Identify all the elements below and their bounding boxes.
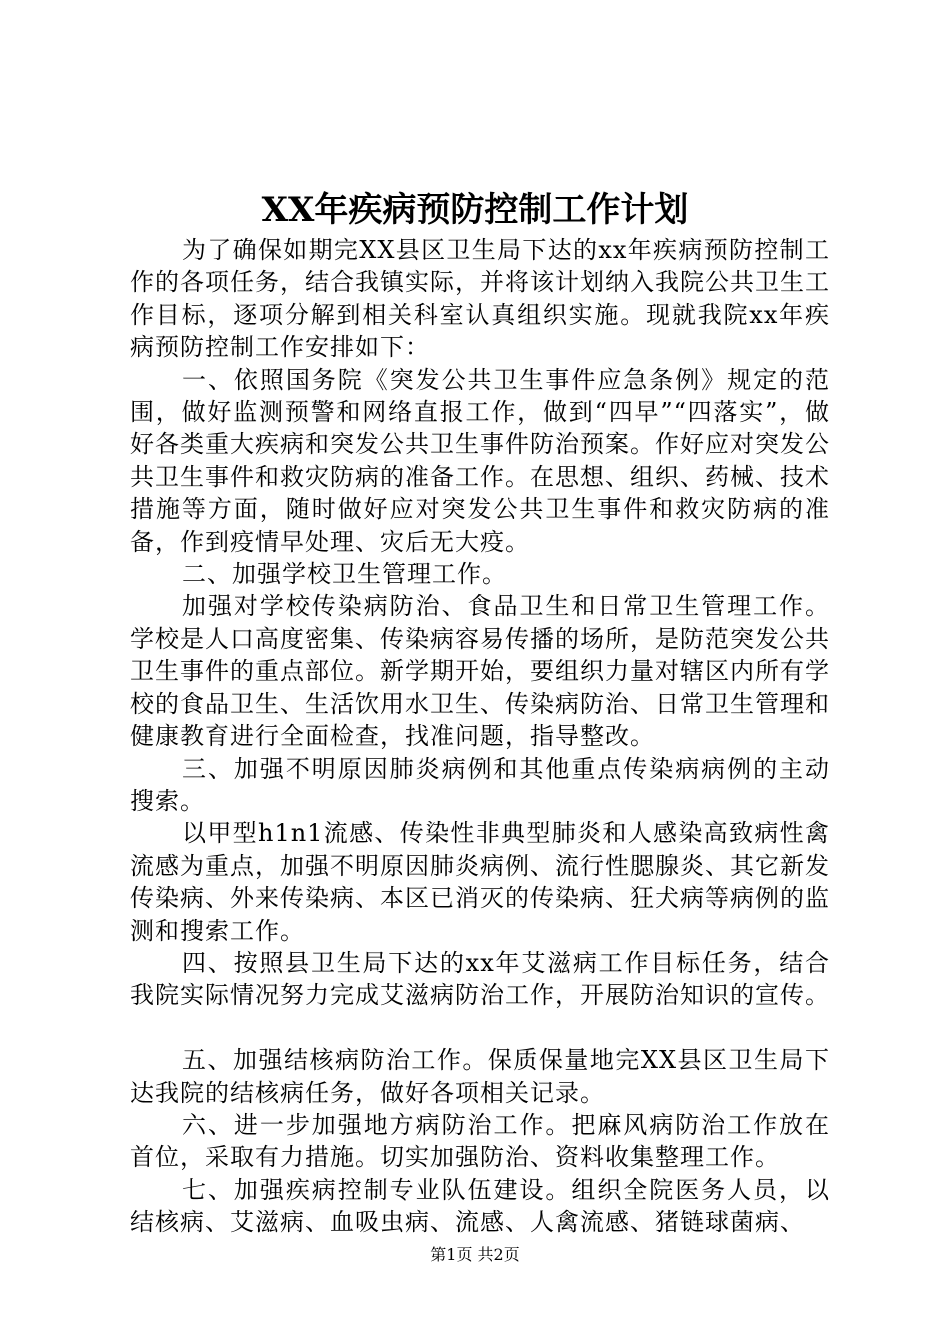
paragraph-item-5: 五、加强结核病防治工作。保质保量地完XX县区卫生局下达我院的结核病任务，做好各项相关记录。 — [130, 1046, 830, 1107]
document-body — [130, 234, 830, 1239]
paragraph-intro: 为了确保如期完XX县区卫生局下达的xx年疾病预防控制工作的各项任务，结合我镇实际，并将该计划纳入我院公共卫生工作目标，逐项分解到相关科室认真组织实施。现就我院xx年疾病预防控制工作安排如下： — [130, 236, 830, 362]
paragraph-item-3-heading: 三、加强不明原因肺炎病例和其他重点传染病病例的主动搜索。 — [130, 754, 830, 815]
paragraph-item-1: 一、依照国务院《突发公共卫生事件应急条例》规定的范围，做好监测预警和网络直报工作，做到“四早”“四落实”，做好各类重大疾病和突发公共卫生事件防治预案。作好应对突发公共卫生事件和救灾防病的准备工作。在思想、组织、药械、技术措施等方面，随时做好应对突发公共卫生事件和救灾防病的准备，作到疫情早处理、灾后无大疫。 — [130, 365, 830, 556]
paragraph-item-4: 四、按照县卫生局下达的xx年艾滋病工作目标任务，结合我院实际情况努力完成艾滋病防治工作，开展防治知识的宣传。 — [130, 948, 830, 1010]
paragraph-item-7: 七、加强疾病控制专业队伍建设。组织全院医务人员，以结核病、艾滋病、血吸虫病、流感、人禽流感、猪链球菌病、 — [130, 1175, 830, 1237]
paragraph-item-2-body: 加强对学校传染病防治、食品卫生和日常卫生管理工作。学校是人口高度密集、传染病容易传播的场所，是防范突发公共卫生事件的重点部位。新学期开始，要组织力量对辖区内所有学校的食品卫生、生活饮用水卫生、传染病防治、日常卫生管理和健康教育进行全面检查，找准问题，指导整改。 — [130, 592, 830, 751]
paragraph-item-3-body: 以甲型h1n1流感、传染性非典型肺炎和人感染高致病性禽流感为重点，加强不明原因肺炎病例、流行性腮腺炎、其它新发传染病、外来传染病、本区已消灭的传染病、狂犬病等病例的监测和搜索工作。 — [130, 819, 830, 945]
paragraph-item-6: 六、进一步加强地方病防治工作。把麻风病防治工作放在首位，采取有力措施。切实加强防治、资料收集整理工作。 — [130, 1110, 830, 1172]
paragraph-item-2-heading: 二、加强学校卫生管理工作。 — [182, 560, 507, 589]
page-number-footer: 第1页 共2页 — [430, 1245, 520, 1264]
document-title: XX年疾病预防控制工作计划 — [261, 190, 689, 230]
